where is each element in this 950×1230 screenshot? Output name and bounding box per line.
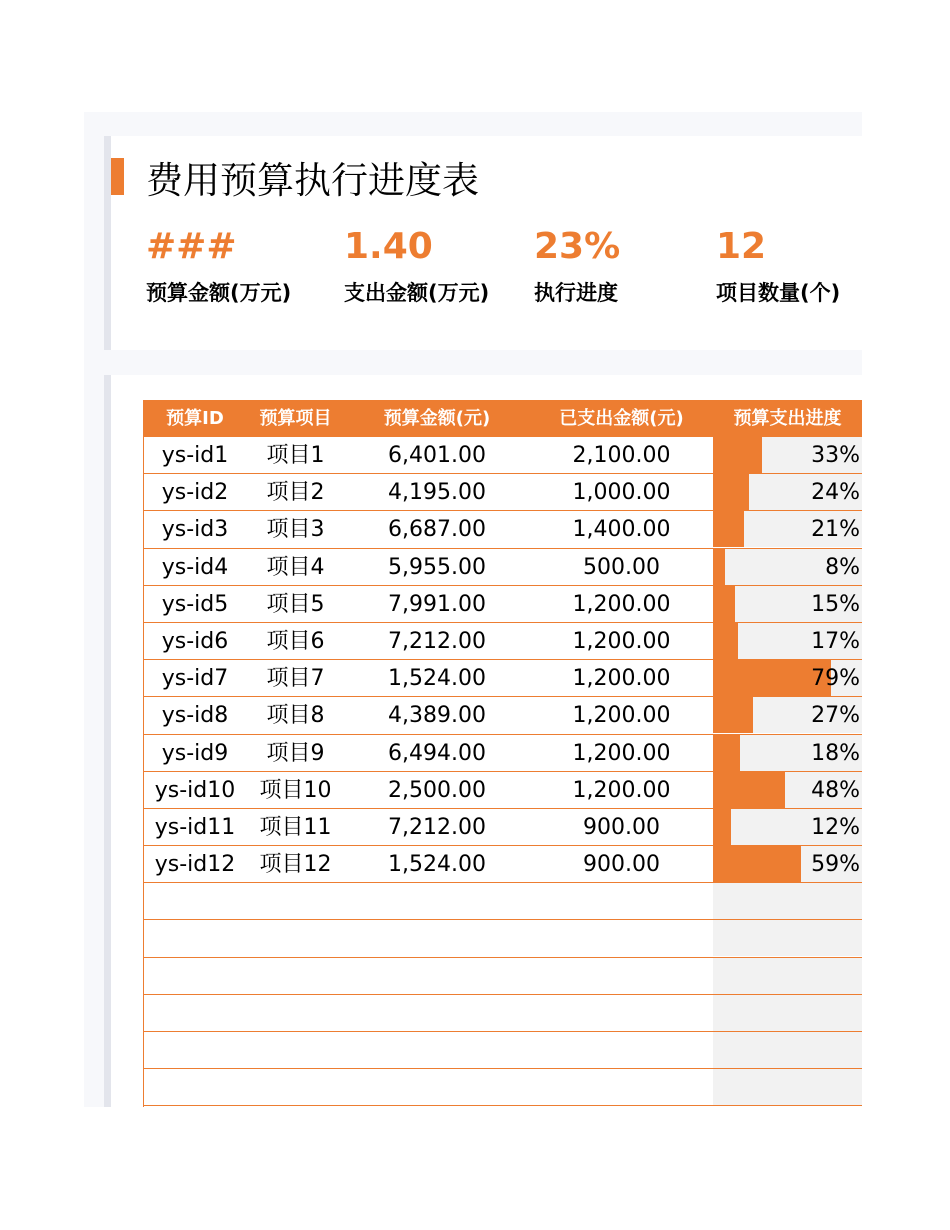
kpi-budget-label: 预算金额(万元) (146, 281, 292, 305)
budget-table (143, 400, 862, 1106)
cell-id: ys-id10 (154, 777, 236, 803)
progress-cell (713, 549, 862, 585)
kpi-progress-value: 23% (534, 226, 621, 267)
progress-cell (713, 883, 862, 919)
progress-bar-fill (713, 772, 785, 808)
table-header (143, 400, 862, 437)
progress-percent: 21% (811, 517, 860, 543)
progress-bar-fill (713, 437, 762, 473)
table-row (143, 1069, 862, 1106)
progress-bar-fill (713, 735, 740, 771)
cell-spent: 1,400.00 (572, 517, 671, 543)
cell-id: ys-id8 (161, 703, 229, 729)
table-body (143, 437, 862, 1106)
cell-item: 项目7 (266, 666, 325, 692)
cell-item: 项目5 (266, 591, 325, 617)
table-row (143, 549, 862, 586)
cell-budget: 6,494.00 (388, 740, 486, 766)
cell-spent: 1,200.00 (572, 628, 671, 654)
cell-id: ys-id6 (161, 628, 229, 654)
progress-percent: 24% (811, 480, 860, 506)
cell-budget: 2,500.00 (388, 777, 486, 803)
cell-spent: 1,200.00 (572, 591, 671, 617)
cell-spent: 2,100.00 (572, 443, 671, 468)
progress-cell (713, 623, 862, 659)
table-row (143, 437, 862, 474)
progress-percent: 33% (811, 443, 860, 468)
table-row (143, 920, 862, 957)
progress-cell (713, 511, 862, 547)
header-progress: 预算支出进度 (733, 408, 842, 429)
progress-percent: 12% (811, 814, 860, 840)
header-spent: 已支出金额(元) (559, 408, 684, 429)
table-row (143, 846, 862, 883)
progress-cell (713, 772, 862, 808)
table-left-border (143, 437, 144, 1107)
progress-cell (713, 920, 862, 956)
progress-percent: 27% (811, 703, 860, 729)
table-card-left-strip (104, 375, 111, 1107)
progress-cell (713, 437, 862, 473)
cell-budget: 7,212.00 (388, 628, 486, 654)
progress-percent: 79% (811, 666, 860, 692)
table-row (143, 883, 862, 920)
cell-item: 项目8 (266, 703, 325, 729)
title-accent-bar (111, 158, 124, 195)
cell-budget: 4,389.00 (388, 703, 486, 729)
cell-item: 项目11 (259, 814, 332, 840)
cell-id: ys-id5 (161, 591, 229, 617)
table-row (143, 772, 862, 809)
table-row (143, 474, 862, 511)
cell-spent: 900.00 (583, 852, 660, 878)
progress-cell (713, 958, 862, 994)
cell-id: ys-id3 (161, 517, 229, 543)
kpi-spent-value: 1.40 (344, 226, 433, 267)
cell-budget: 5,955.00 (388, 554, 486, 580)
table-row (143, 586, 862, 623)
cell-spent: 1,200.00 (572, 740, 671, 766)
cell-spent: 1,200.00 (572, 666, 671, 692)
progress-cell (713, 660, 862, 696)
cell-spent: 1,000.00 (572, 480, 671, 506)
kpi-count-label: 项目数量(个) (716, 281, 841, 305)
cell-budget: 7,991.00 (388, 591, 486, 617)
progress-bar-fill (713, 586, 735, 622)
cell-item: 项目9 (266, 740, 325, 766)
cell-id: ys-id12 (154, 852, 236, 878)
cell-budget: 4,195.00 (388, 480, 486, 506)
progress-cell (713, 1069, 862, 1105)
progress-bar-fill (713, 474, 749, 510)
cell-spent: 1,200.00 (572, 703, 671, 729)
progress-percent: 15% (811, 591, 860, 617)
table-row (143, 660, 862, 697)
cell-item: 项目1 (266, 443, 325, 468)
header-item: 预算项目 (259, 408, 332, 429)
summary-card-left-strip (104, 136, 111, 350)
kpi-budget-value: ### (146, 226, 237, 267)
cell-spent: 1,200.00 (572, 777, 671, 803)
cell-id: ys-id2 (161, 480, 229, 506)
table-row (143, 623, 862, 660)
progress-percent: 18% (811, 740, 860, 766)
table-row (143, 995, 862, 1032)
progress-cell (713, 1032, 862, 1068)
cell-budget: 1,524.00 (388, 852, 486, 878)
progress-cell (713, 846, 862, 882)
progress-percent: 59% (811, 852, 860, 878)
kpi-spent-label: 支出金额(万元) (344, 281, 490, 305)
cell-item: 项目6 (266, 628, 325, 654)
progress-bar-fill (713, 623, 738, 659)
progress-bar-fill (713, 697, 753, 733)
progress-bar-fill (713, 511, 744, 547)
header-budget: 预算金额(元) (383, 408, 491, 429)
header-id: 预算ID (166, 408, 224, 429)
cell-id: ys-id7 (161, 666, 229, 692)
table-row (143, 511, 862, 548)
table-row (143, 1032, 862, 1069)
cell-item: 项目4 (266, 554, 325, 580)
progress-percent: 48% (811, 777, 860, 803)
progress-cell (713, 735, 862, 771)
cell-spent: 500.00 (583, 554, 660, 580)
cell-id: ys-id11 (154, 814, 236, 840)
progress-percent: 8% (825, 554, 860, 580)
cell-budget: 6,401.00 (388, 443, 486, 468)
kpi-progress-label: 执行进度 (534, 281, 618, 305)
cell-item: 项目12 (259, 852, 332, 878)
progress-percent: 17% (811, 628, 860, 654)
progress-cell (713, 995, 862, 1031)
cell-spent: 900.00 (583, 814, 660, 840)
cell-budget: 6,687.00 (388, 517, 486, 543)
progress-bar-fill (713, 809, 731, 845)
kpi-count-value: 12 (716, 226, 767, 267)
progress-bar-fill (713, 549, 725, 585)
progress-bar-fill (713, 846, 801, 882)
cell-budget: 1,524.00 (388, 666, 486, 692)
table-row (143, 735, 862, 772)
page-title: 费用预算执行进度表 (146, 159, 479, 202)
cell-id: ys-id9 (161, 740, 229, 766)
table-row (143, 809, 862, 846)
cell-budget: 7,212.00 (388, 814, 486, 840)
cell-item: 项目10 (259, 777, 332, 803)
progress-cell (713, 809, 862, 845)
cell-item: 项目2 (266, 480, 325, 506)
table-row (143, 958, 862, 995)
progress-cell (713, 474, 862, 510)
table-row (143, 697, 862, 734)
cell-item: 项目3 (266, 517, 325, 543)
cell-id: ys-id4 (161, 554, 229, 580)
cell-id: ys-id1 (161, 443, 229, 468)
progress-cell (713, 586, 862, 622)
progress-cell (713, 697, 862, 733)
